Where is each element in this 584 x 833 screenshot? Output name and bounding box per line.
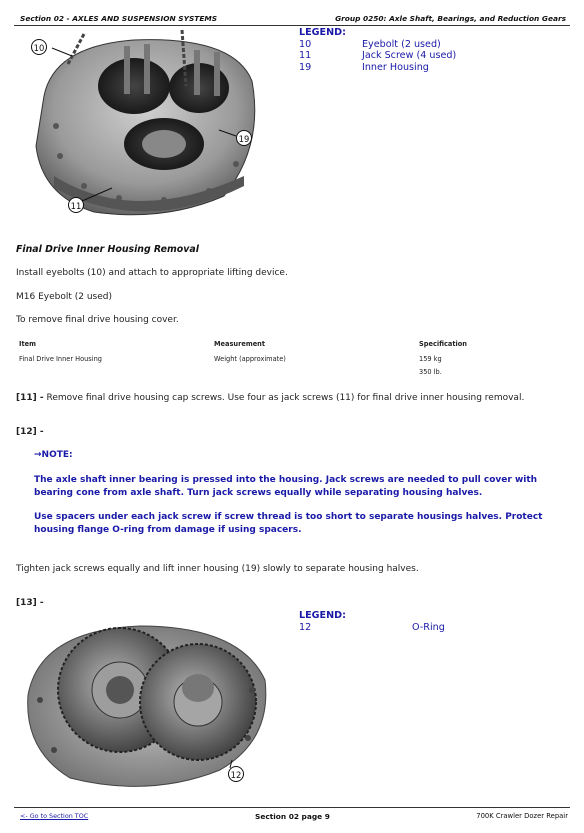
note-p2-line2: housing flange O-ring from damage if using spacers. <box>34 524 302 535</box>
paragraph-eyebolt-size: M16 Eyebolt (2 used) <box>16 292 112 302</box>
housing-illustration <box>14 26 274 222</box>
table-cell-spec-lb: 350 lb. <box>419 368 442 376</box>
callout-11: 11 <box>68 197 84 213</box>
step-11 <box>16 393 576 403</box>
figure-housing-photo <box>14 26 274 222</box>
step-12-label: [12] - <box>16 427 44 437</box>
legend-2-num-12: 12 <box>299 622 312 633</box>
legend-2-title: LEGEND: <box>299 610 346 621</box>
table-header-measurement: Measurement <box>214 340 266 348</box>
legend-text-eyebolt: Eyebolt (2 used) <box>362 39 441 50</box>
go-to-section-toc-link[interactable]: <- Go to Section TOC <box>20 812 89 820</box>
note-title: →NOTE: <box>34 450 73 460</box>
header-group-title: Group 0250: Axle Shaft, Bearings, and Reduction Gears <box>335 14 566 23</box>
legend-2-text-o-ring: O-Ring <box>412 622 445 633</box>
note-p1-line1: The axle shaft inner bearing is pressed into the housing. Jack screws are needed to pull cover with <box>34 475 538 485</box>
header-section-title: Section 02 - AXLES AND SUSPENSION SYSTEMS <box>20 14 218 23</box>
footer-document-title: 700K Crawler Dozer Repair <box>476 812 568 820</box>
table-header-item: Item <box>19 340 36 348</box>
legend-num-19: 19 <box>299 62 312 73</box>
legend-text-jack-screw: Jack Screw (4 used) <box>362 50 457 61</box>
note-paragraph-2 <box>34 511 574 536</box>
table-header-specification: Specification <box>419 340 467 348</box>
note-p1-line2: bearing cone from axle shaft. Turn jack screws equally while separating housing halves. <box>34 487 483 498</box>
paragraph-remove-cover: To remove final drive housing cover. <box>16 315 179 325</box>
legend-title: LEGEND: <box>299 27 346 38</box>
table-cell-spec-kg: 159 kg <box>419 355 442 363</box>
legend-num-10: 10 <box>299 39 312 50</box>
step-13-label: [13] - <box>16 598 44 608</box>
legend-num-11: 11 <box>299 50 312 61</box>
table-cell-item: Final Drive Inner Housing <box>19 355 102 363</box>
paragraph-install-eyebolts: Install eyebolts (10) and attach to appropriate lifting device. <box>16 268 288 278</box>
callout-19: 19 <box>236 130 252 146</box>
callout-12: 12 <box>228 766 244 782</box>
footer-divider <box>14 807 570 808</box>
legend-text-inner-housing: Inner Housing <box>362 62 429 73</box>
note-paragraph-1 <box>34 474 574 499</box>
callout-10: 10 <box>31 39 47 55</box>
step-11-label: [11] - <box>16 393 44 403</box>
table-cell-measurement: Weight (approximate) <box>214 355 286 363</box>
footer-page-number: Section 02 page 9 <box>255 812 330 821</box>
section-title: Final Drive Inner Housing Removal <box>16 244 199 255</box>
step-11-text: Remove final drive housing cap screws. Use four as jack screws (11) for final drive inner housing removal. <box>46 393 525 403</box>
paragraph-tighten: Tighten jack screws equally and lift inner housing (19) slowly to separate housing halves. <box>16 564 419 574</box>
note-p2-line1: Use spacers under each jack screw if screw thread is too short to separate housings halves. Protect <box>34 512 543 522</box>
